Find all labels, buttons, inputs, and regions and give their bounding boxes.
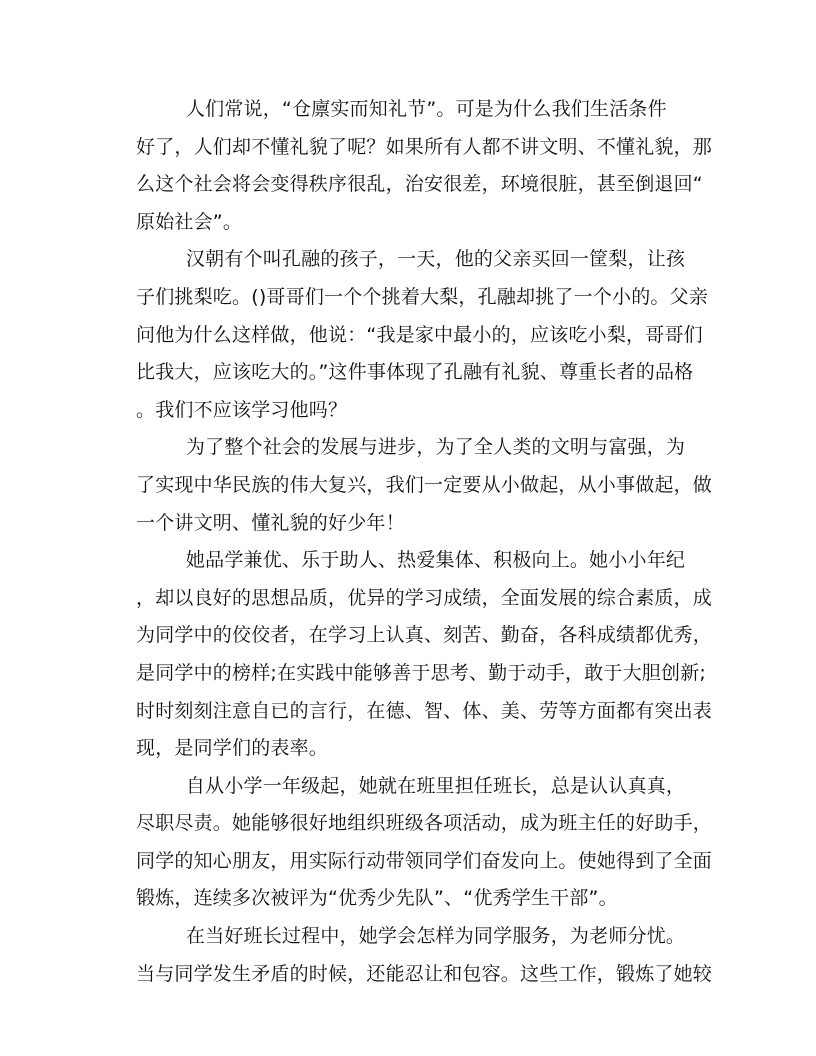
text-line: 原始社会”。: [136, 210, 243, 233]
text-line: 在当好班长过程中，她学会怎样为同学服务，为老师分忧。: [136, 925, 686, 948]
text-line: 尽职尽责。她能够很好地组织班级各项活动，成为班主任的好助手，: [136, 812, 713, 835]
text-line: 自从小学一年级起，她就在班里担任班长，总是认认真真，: [136, 774, 686, 797]
text-line: 人们常说，“仓廪实而知礼节”。可是为什么我们生活条件: [136, 98, 667, 120]
text-line: 比我大，应该吃大的。”这件事体现了孔融有礼貌、尊重长者的品格: [136, 361, 694, 384]
text-line: 。我们不应该学习他吗？: [136, 398, 348, 421]
text-line: 一个讲文明、懂礼貌的好少年！: [136, 511, 405, 534]
text-line: 现，是同学们的表率。: [136, 737, 329, 760]
text-line: 她品学兼优、乐于助人、热爱集体、积极向上。她小小年纪: [136, 549, 686, 572]
text-line: 问他为什么这样做，他说：“我是家中最小的，应该吃小梨，哥哥们: [136, 323, 703, 346]
text-line: 同学的知心朋友，用实际行动带领同学们奋发向上。使她得到了全面: [136, 849, 713, 872]
text-line: 汉朝有个叫孔融的孩子，一天，他的父亲买回一筐梨，让孩: [136, 248, 686, 271]
text-line: 子们挑梨吃。()哥哥们一个个挑着大梨，孔融却挑了一个小的。父亲: [136, 285, 709, 308]
document-body: [136, 91, 713, 993]
text-line: ，却以良好的思想品质，优异的学习成绩，全面发展的综合素质，成: [136, 586, 713, 609]
text-line: 了实现中华民族的伟大复兴，我们一定要从小做起，从小事做起，做: [136, 473, 713, 496]
text-line: 当与同学发生矛盾的时候，还能忍让和包容。这些工作，锻炼了她较: [136, 962, 713, 985]
text-line: 为了整个社会的发展与进步，为了全人类的文明与富强，为: [136, 436, 686, 459]
text-line: 么这个社会将会变得秩序很乱，治安很差，环境很脏，甚至倒退回“: [136, 173, 703, 196]
text-line: 为同学中的佼佼者，在学习上认真、刻苦、勤奋，各科成绩都优秀，: [136, 624, 713, 647]
text-line: 是同学中的榜样;在实践中能够善于思考、勤于动手，敢于大胆创新;: [136, 661, 707, 684]
text-line: 锻炼，连续多次被评为“优秀少先队”、“优秀学生干部”。: [136, 887, 618, 910]
text-line: 时时刻刻注意自已的言行，在德、智、体、美、劳等方面都有突出表: [136, 699, 713, 722]
text-line: 好了，人们却不懂礼貌了呢？如果所有人都不讲文明、不懂礼貌，那: [136, 135, 713, 158]
